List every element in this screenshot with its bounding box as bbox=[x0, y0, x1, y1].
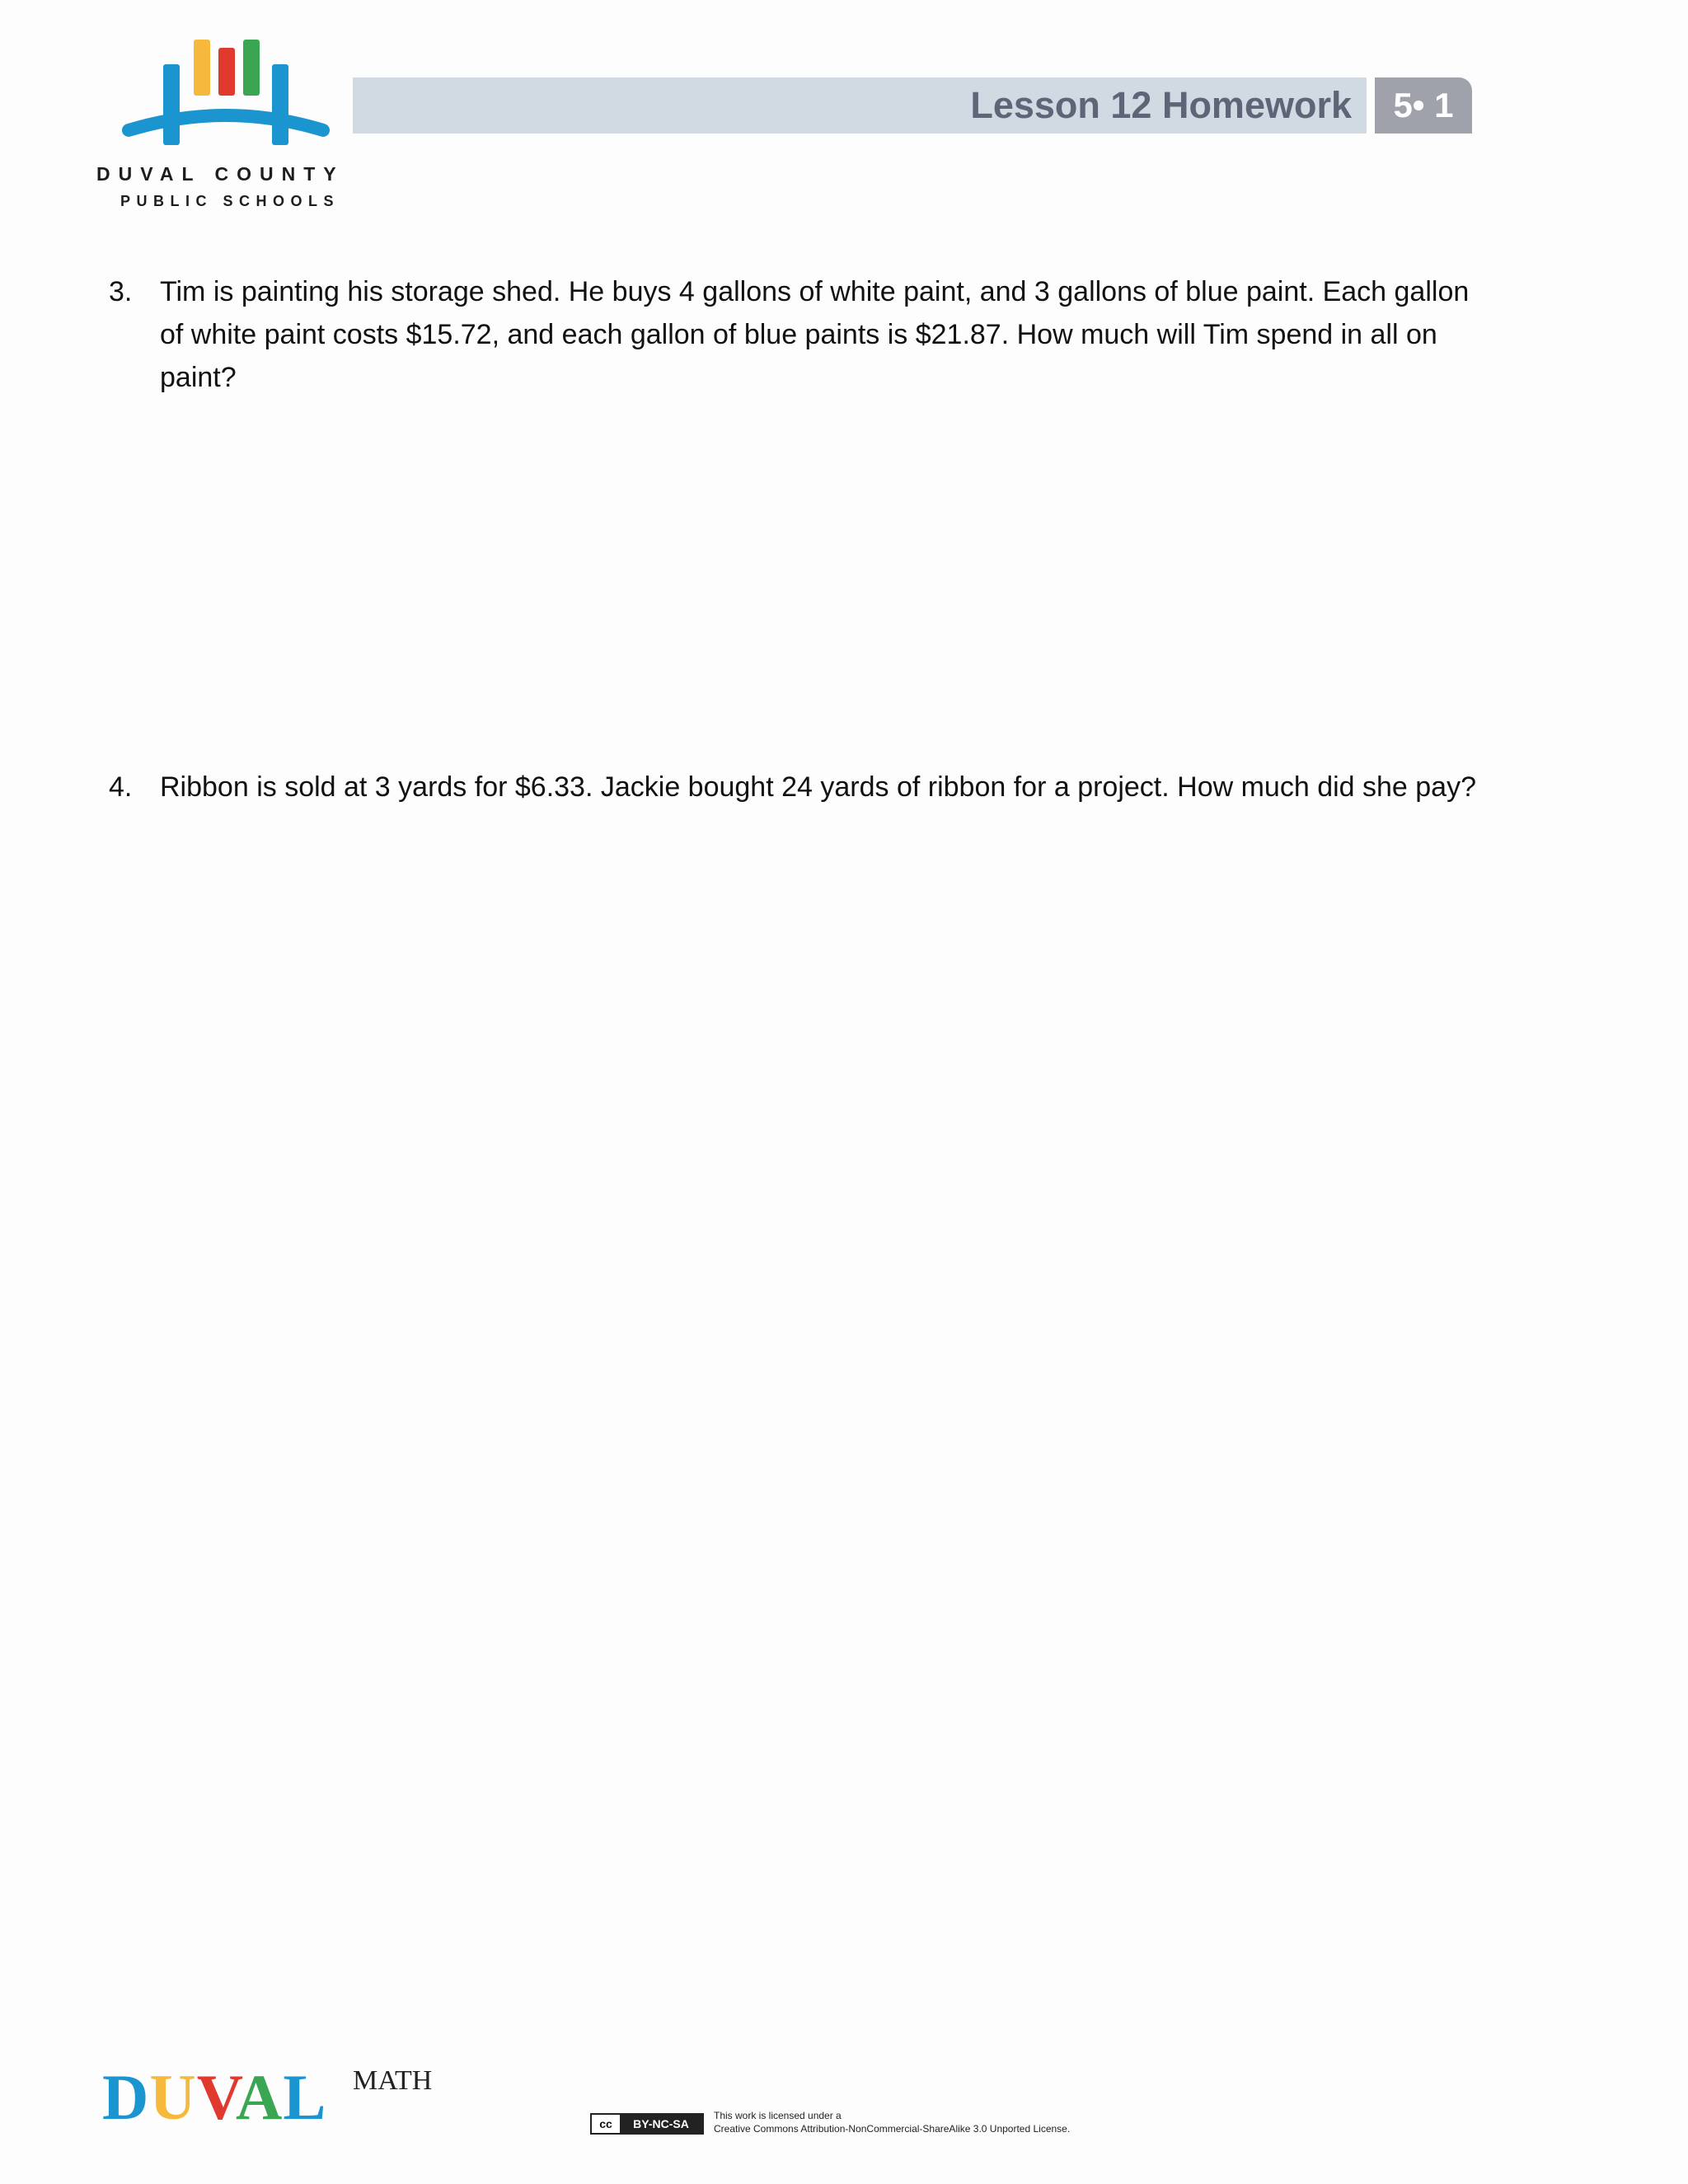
cc-license-badge[interactable] bbox=[590, 2113, 704, 2135]
logo-bar-green bbox=[243, 40, 260, 96]
license-line-1: This work is licensed under a bbox=[714, 2110, 842, 2121]
problem-number: 3. bbox=[109, 276, 133, 307]
brand-letter: L bbox=[283, 2061, 327, 2133]
logo-bar-yellow bbox=[194, 40, 210, 96]
problem-text: Tim is painting his storage shed. He buys 4 gallons of white paint, and 3 gallons of blue paint. Each gallon of white paint costs $15.72, and each gallon of blue paints is $21.87. How much will Tim spend in all on paint? bbox=[160, 276, 1470, 393]
logo-text-county: DUVAL COUNTY bbox=[96, 163, 345, 185]
logo-pillar-left bbox=[163, 64, 180, 145]
problem-3 bbox=[109, 270, 1477, 399]
brand-letter: U bbox=[149, 2061, 197, 2133]
math-label: MATH bbox=[353, 2065, 433, 2096]
duval-brand-wordmark bbox=[102, 2060, 326, 2135]
logo-pillar-right bbox=[272, 64, 288, 145]
page-title: Lesson 12 Homework bbox=[970, 84, 1352, 126]
license-link[interactable]: Creative Commons Attribution-NonCommercial-ShareAlike 3.0 Unported License. bbox=[714, 2123, 1071, 2135]
logo-bar-red bbox=[218, 48, 235, 96]
problem-4 bbox=[109, 768, 1477, 806]
problem-number: 4. bbox=[109, 771, 133, 803]
cc-icon: cc bbox=[599, 2117, 612, 2130]
module-badge: 5• 1 bbox=[1375, 77, 1472, 134]
brand-letter: A bbox=[235, 2061, 284, 2133]
logo-bridge-arch bbox=[129, 115, 323, 130]
problem-text: Ribbon is sold at 3 yards for $6.33. Jackie bought 24 yards of ribbon for a project. How much did she pay? bbox=[160, 771, 1477, 803]
brand-letter: V bbox=[196, 2061, 236, 2133]
brand-letter: D bbox=[102, 2061, 150, 2133]
cc-terms: BY-NC-SA bbox=[620, 2115, 702, 2133]
logo-text-schools: PUBLIC SCHOOLS bbox=[120, 193, 340, 209]
license-text bbox=[714, 2109, 1070, 2135]
header-bar bbox=[353, 77, 1367, 134]
